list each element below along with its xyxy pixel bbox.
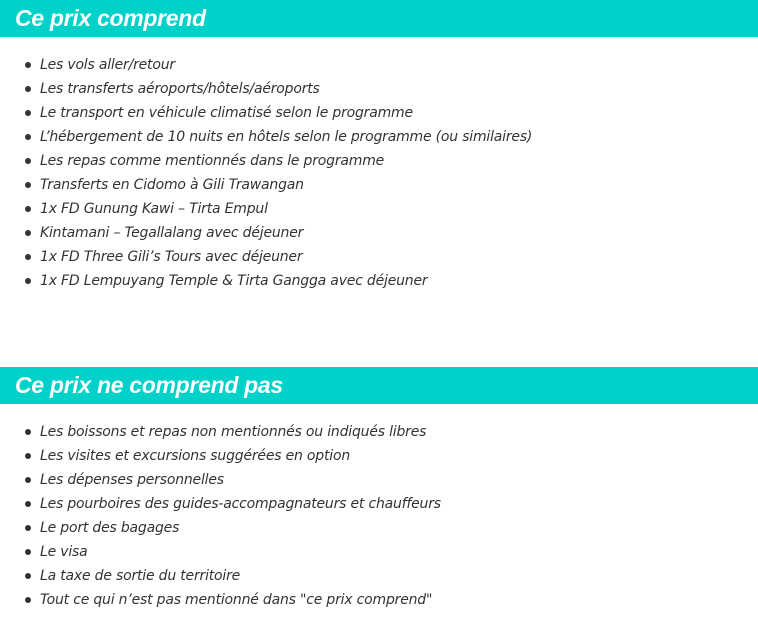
included-title: Ce prix comprend: [15, 5, 206, 31]
bullet-icon: [25, 254, 31, 260]
list-item-text: La taxe de sortie du territoire: [40, 568, 241, 584]
list-item: [0, 125, 758, 149]
list-item: [0, 468, 758, 492]
bullet-icon: [25, 573, 31, 579]
list-item-text: Les repas comme mentionnés dans le programme: [40, 153, 385, 169]
list-item-text: Les visites et excursions suggérées en option: [40, 448, 350, 464]
list-item: [0, 516, 758, 540]
list-item: [0, 588, 758, 612]
list-item-text: 1x FD Lempuyang Temple & Tirta Gangga avec déjeuner: [40, 273, 428, 289]
list-item: [0, 77, 758, 101]
list-item: [0, 540, 758, 564]
list-item-text: Kintamani – Tegallalang avec déjeuner: [40, 225, 304, 241]
bullet-icon: [25, 230, 31, 236]
excluded-list: [0, 420, 758, 612]
bullet-icon: [25, 477, 31, 483]
list-item: [0, 101, 758, 125]
list-item: [0, 221, 758, 245]
list-item-text: Les boissons et repas non mentionnés ou indiqués libres: [40, 424, 427, 440]
list-item: [0, 149, 758, 173]
list-item: [0, 197, 758, 221]
bullet-icon: [25, 525, 31, 531]
list-item-text: Le transport en véhicule climatisé selon le programme: [40, 105, 413, 121]
bullet-icon: [25, 206, 31, 212]
included-section: [0, 0, 758, 293]
list-item-text: Les vols aller/retour: [40, 57, 175, 73]
list-item-text: 1x FD Gunung Kawi – Tirta Empul: [40, 201, 268, 217]
list-item-text: L’hébergement de 10 nuits en hôtels selon le programme (ou similaires): [40, 129, 533, 145]
list-item: [0, 173, 758, 197]
bullet-icon: [25, 182, 31, 188]
bullet-icon: [25, 501, 31, 507]
excluded-title: Ce prix ne comprend pas: [15, 372, 283, 398]
excluded-header: [0, 367, 758, 404]
list-item: [0, 420, 758, 444]
list-item-text: Transferts en Cidomo à Gili Trawangan: [40, 177, 304, 193]
bullet-icon: [25, 549, 31, 555]
list-item-text: 1x FD Three Gili’s Tours avec déjeuner: [40, 249, 303, 265]
bullet-icon: [25, 453, 31, 459]
list-item-text: Tout ce qui n’est pas mentionné dans "ce prix comprend": [40, 592, 433, 608]
list-item: [0, 53, 758, 77]
bullet-icon: [25, 86, 31, 92]
list-item: [0, 444, 758, 468]
bullet-icon: [25, 110, 31, 116]
list-item-text: Les dépenses personnelles: [40, 472, 224, 488]
list-item: [0, 492, 758, 516]
list-item: [0, 245, 758, 269]
bullet-icon: [25, 278, 31, 284]
list-item: [0, 269, 758, 293]
list-item-text: Le port des bagages: [40, 520, 180, 536]
list-item-text: Les pourboires des guides-accompagnateurs et chauffeurs: [40, 496, 441, 512]
bullet-icon: [25, 134, 31, 140]
bullet-icon: [25, 62, 31, 68]
included-header: [0, 0, 758, 37]
bullet-icon: [25, 158, 31, 164]
bullet-icon: [25, 597, 31, 603]
excluded-section: [0, 367, 758, 612]
list-item: [0, 564, 758, 588]
included-list: [0, 53, 758, 293]
list-item-text: Les transferts aéroports/hôtels/aéroports: [40, 81, 320, 97]
list-item-text: Le visa: [40, 544, 88, 560]
bullet-icon: [25, 429, 31, 435]
